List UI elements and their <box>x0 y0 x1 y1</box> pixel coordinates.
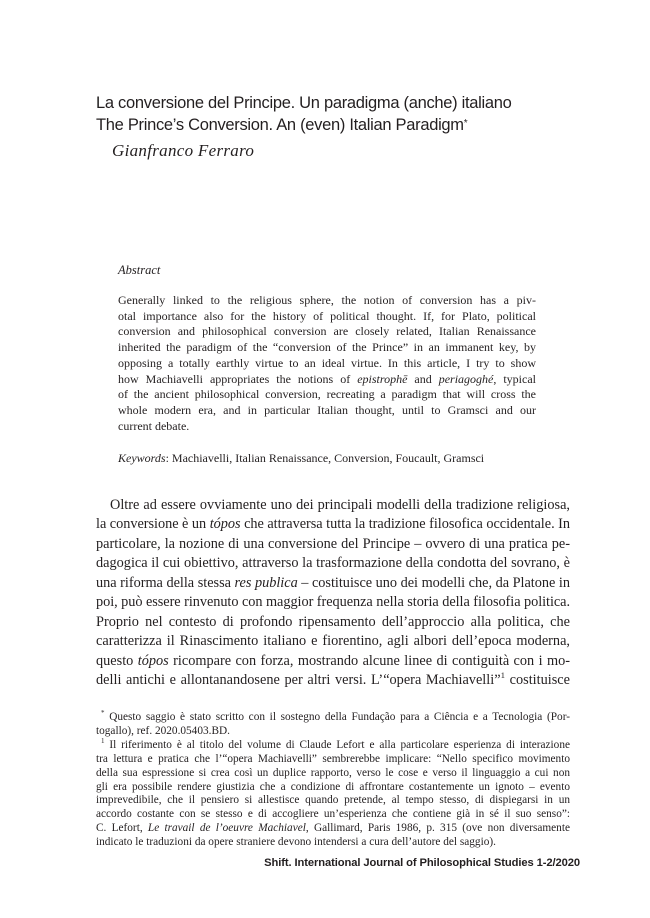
body-line: poi, può essere rinvenuto con maggior frequenza nella storia della filosofia politica. <box>96 594 571 611</box>
body-segment: che attraversa tutta la tradizione filosofica occidentale. In <box>240 516 570 533</box>
footnote-star-line: togallo), ref. 2020.05403.BD. <box>96 724 230 737</box>
body-line: particolare, la nozione di una conversione del Principe – ovvero di una pratica pe- <box>96 535 570 552</box>
keywords-label: Keywords <box>118 451 166 465</box>
footnote-1-line <box>96 822 570 836</box>
abstract-line: conversion and philosophical conversion are closely related, Italian Renaissance <box>118 324 536 339</box>
footnote-1-line: tra lettura e pratica che l’“opera Machiavelli” sembrerebbe implicare: “Nello specifico movimento <box>96 752 570 765</box>
body-line: caratterizza il Rinascimento italiano e fiorentino, agli albori dell’epoca moderna, <box>96 633 570 650</box>
abstract-segment: and <box>407 371 439 386</box>
term-epistrophe: epistrophē <box>357 371 408 386</box>
footnote-segment: Questo saggio è stato scritto con il sostegno della Fundação para a Ciência e a Tecnologia (Por- <box>109 711 570 723</box>
keywords-list: : Machiavelli, Italian Renaissance, Conversion, Foucault, Gramsci <box>165 451 485 465</box>
article-title-english <box>96 115 576 136</box>
abstract-heading: Abstract <box>118 263 161 277</box>
abstract-text <box>118 293 536 434</box>
abstract-line <box>118 372 536 388</box>
term-topos: tópos <box>137 652 169 669</box>
title-footnote-mark[interactable]: * <box>463 118 468 129</box>
body-paragraph <box>96 496 570 691</box>
body-line <box>96 574 570 593</box>
author-name: Gianfranco Ferraro <box>112 141 255 160</box>
body-segment: costituisce <box>505 672 570 689</box>
abstract-line: otal importance also for the history of political thought. If, for Plato, political <box>118 308 536 323</box>
body-line <box>96 652 570 671</box>
abstract-line: Generally linked to the religious sphere, the notion of conversion has a piv- <box>118 293 536 307</box>
footnote-star-mark: * <box>101 709 105 718</box>
body-line: Oltre ad essere ovviamente uno dei principali modelli della tradizione religiosa, <box>110 497 570 513</box>
body-segment: – costituisce uno dei modelli che, da Platone in <box>297 574 570 591</box>
footnote-1-line: della sua espressione si crea così un duplice rapporto, verso le cose e verso il linguaggio a cui non <box>96 766 570 779</box>
footnote-ref-1[interactable]: 1 <box>500 670 505 681</box>
term-res-publica: res publica <box>234 574 298 591</box>
footnote-1-mark: 1 <box>101 737 105 746</box>
footnote-1-line: indicato le traduzioni da opere straniere devono intendersi a cura dell’autore del saggio). <box>96 836 496 849</box>
keywords <box>118 450 548 466</box>
body-segment: la conversione è un <box>96 516 210 533</box>
body-segment: ricompare con forza, mostrando alcune linee di contiguità con i mo- <box>168 652 570 669</box>
body-segment: delli antichi e allontanandosene per altri versi. L’“opera Machiavelli” <box>96 672 501 689</box>
body-line <box>96 671 570 690</box>
title-english-text: The Prince’s Conversion. An (even) Italian Paradigm <box>96 116 464 134</box>
footnote-segment: , Gallimard, Paris 1986, p. 315 (ove non diversamente <box>305 822 570 835</box>
footnote-1-line <box>96 739 570 753</box>
footnote-1-line: imprevedibile, che il pensiero si allestisce quando pretende, al tempo stesso, di dispiegarsi in un <box>96 794 570 807</box>
footnotes <box>96 711 570 850</box>
abstract-line: inherited the paradigm of the “conversion of the Prince” in an immanent key, by <box>118 340 536 355</box>
body-line <box>96 515 570 534</box>
footnote-1-line: gli era possibile rendere giustizia che a condizione di affrontare costantemente un ignoto – evento <box>96 780 570 793</box>
abstract-segment: , typical <box>493 371 536 386</box>
cited-book-title: Le travail de l’oeuvre Machiavel <box>147 822 306 835</box>
abstract-segment: how Machiavelli appropriates the notions of <box>118 371 358 386</box>
body-line: dagogica il cui obiettivo, attraverso la trasformazione della condotta del sovrano, è <box>96 555 570 572</box>
abstract-line: current debate. <box>118 418 190 433</box>
footnote-1-line: accordo costante con se stesso e di accogliere un’esperienza che contiene già in sé il suo senso”: <box>96 808 570 821</box>
term-topos: tópos <box>209 516 241 533</box>
body-segment: una riforma della stessa <box>96 574 235 591</box>
footnote-star-line <box>96 711 570 725</box>
abstract-line: opposing a totally earthly virtue to an ideal virtue. In this article, I try to show <box>118 355 536 370</box>
body-segment: questo <box>96 652 138 669</box>
footnote-segment: Il riferimento è al titolo del volume di Claude Lefort e alla particolare esperienza di interazione <box>109 738 570 751</box>
article-title-italian: La conversione del Principe. Un paradigma (anche) italiano <box>96 94 512 112</box>
footnote-segment: C. Lefort, <box>96 822 148 835</box>
abstract-line: whole modern era, and in particular Italian thought, until to Gramsci and our <box>118 402 536 417</box>
journal-footer: Shift. International Journal of Philosophical Studies 1-2/2020 <box>264 857 580 869</box>
body-line: Proprio nel contesto di profondo ripensamento dell’approccio alla politica, che <box>96 613 570 630</box>
term-periagoghe: periagoghé <box>438 371 494 386</box>
abstract-line: of the ancient philosophical conversion, recreating a paradigm that will cross the <box>118 387 536 402</box>
